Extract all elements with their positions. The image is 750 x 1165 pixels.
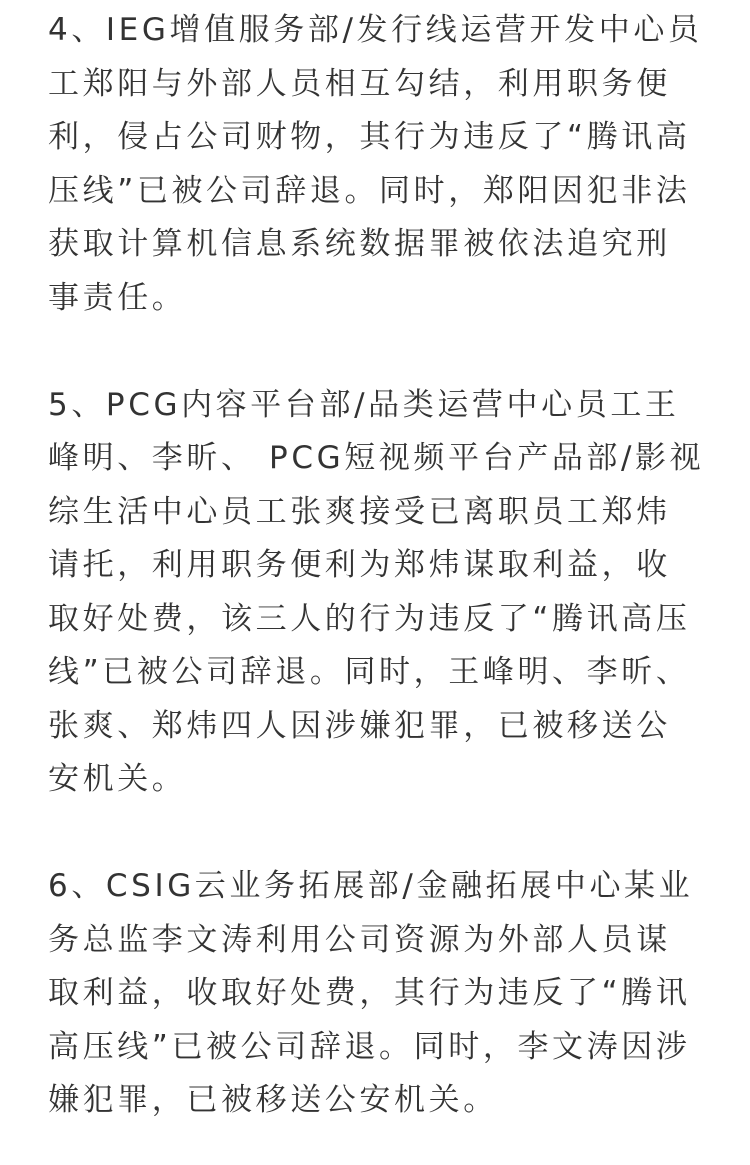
text-line: 请托，利用职务便利为郑炜谋取利益，收 xyxy=(48,547,671,583)
text-line: 4、IEG增值服务部/发行线运营开发中心员 xyxy=(48,12,703,48)
text-line: 线”已被公司辞退。同时，王峰明、李昕、 xyxy=(48,654,691,690)
text-line: 高压线”已被公司辞退。同时，李文涛因涉 xyxy=(48,1028,691,1065)
text-line: 利，侵占公司财物，其行为违反了“腾讯高 xyxy=(48,119,691,155)
text-line: 获取计算机信息系统数据罪被依法追究刑 xyxy=(48,226,671,262)
text-line: 6、CSIG云业务拓展部/金融拓展中心某业 xyxy=(48,868,694,904)
text-line: 压线”已被公司辞退。同时，郑阳因犯非法 xyxy=(48,172,691,209)
text-line: 事责任。 xyxy=(48,279,187,316)
text-line: 取利益，收取好处费，其行为违反了“腾讯 xyxy=(48,975,691,1011)
paragraph-4 xyxy=(48,4,708,325)
paragraph-6 xyxy=(48,860,708,1128)
article-body xyxy=(48,4,708,1128)
text-line: 工郑阳与外部人员相互勾结，利用职务便 xyxy=(48,65,671,102)
text-line: 取好处费，该三人的行为违反了“腾讯高压 xyxy=(48,600,691,637)
text-line: 综生活中心员工张爽接受已离职员工郑炜 xyxy=(48,493,671,530)
text-line: 峰明、李昕、 PCG短视频平台产品部/影视 xyxy=(48,440,705,476)
text-line: 5、PCG内容平台部/品类运营中心员工王 xyxy=(48,386,680,423)
paragraph-5 xyxy=(48,379,708,807)
text-line: 嫌犯罪，已被移送公安机关。 xyxy=(48,1082,498,1118)
text-line: 务总监李文涛利用公司资源为外部人员谋 xyxy=(48,921,671,958)
text-line: 张爽、郑炜四人因涉嫌犯罪，已被移送公 xyxy=(48,707,671,744)
text-line: 安机关。 xyxy=(48,761,187,797)
